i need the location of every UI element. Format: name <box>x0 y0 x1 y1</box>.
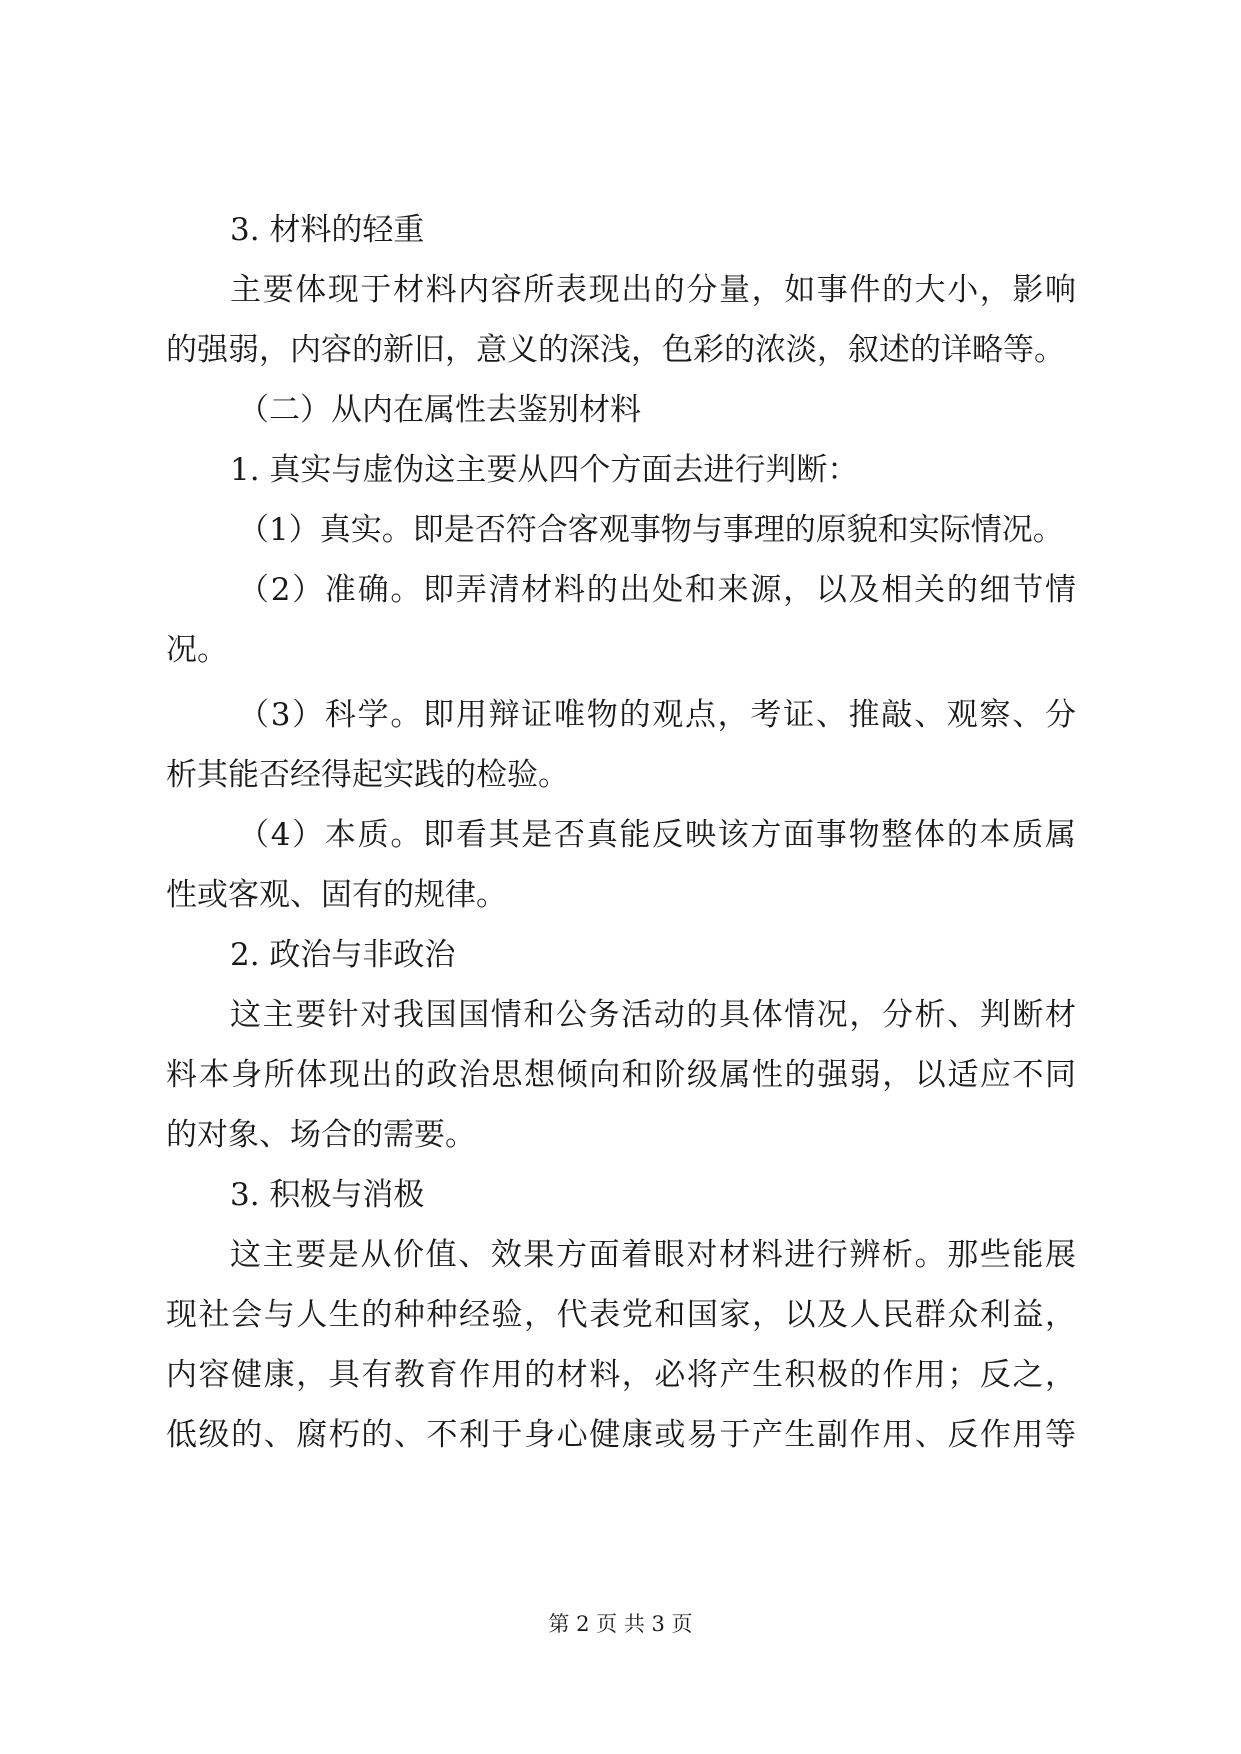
heading-political: 2. 政治与非政治 <box>230 937 456 973</box>
list-item-essence: （4）本质。即看其是否真能反映该方面事物整体的本质属 <box>238 817 1076 853</box>
paragraph-line: 料本身所体现出的政治思想倾向和阶级属性的强弱，以适应不同 <box>166 1057 1076 1093</box>
paragraph-line: 主要体现于材料内容所表现出的分量，如事件的大小，影响 <box>230 272 1076 308</box>
paragraph-line: 的对象、场合的需要。 <box>166 1117 476 1153</box>
paragraph-line: 析其能否经得起实践的检验。 <box>166 757 569 793</box>
paragraph-line: 这主要针对我国国情和公务活动的具体情况，分析、判断材 <box>230 997 1076 1033</box>
heading-material-weight: 3. 材料的轻重 <box>230 212 425 248</box>
paragraph-line: 现社会与人生的种种经验，代表党和国家，以及人民群众利益， <box>166 1297 1076 1333</box>
list-item-accuracy: （2）准确。即弄清材料的出处和来源，以及相关的细节情 <box>238 572 1076 608</box>
heading-positive-negative: 3. 积极与消极 <box>230 1177 425 1213</box>
heading-true-false: 1. 真实与虚伪这主要从四个方面去进行判断： <box>230 452 859 488</box>
paragraph-line: 的强弱，内容的新旧，意义的深浅，色彩的浓淡，叙述的详略等。 <box>166 332 1065 368</box>
page-number-footer: 第 2 页 共 3 页 <box>548 1612 693 1636</box>
section-heading-intrinsic-attributes: （二）从内在属性去鉴别材料 <box>238 392 641 428</box>
paragraph-line: 况。 <box>166 632 228 668</box>
paragraph-line: 低级的、腐朽的、不利于身心健康或易于产生副作用、反作用等 <box>166 1417 1076 1453</box>
paragraph-line: 这主要是从价值、效果方面着眼对材料进行辨析。那些能展 <box>230 1237 1076 1273</box>
list-item-science: （3）科学。即用辩证唯物的观点，考证、推敲、观察、分 <box>238 697 1076 733</box>
paragraph-line: 性或客观、固有的规律。 <box>166 877 507 913</box>
list-item-truth: （1）真实。即是否符合客观事物与事理的原貌和实际情况。 <box>238 512 1064 548</box>
paragraph-line: 内容健康，具有教育作用的材料，必将产生积极的作用；反之， <box>166 1357 1076 1393</box>
